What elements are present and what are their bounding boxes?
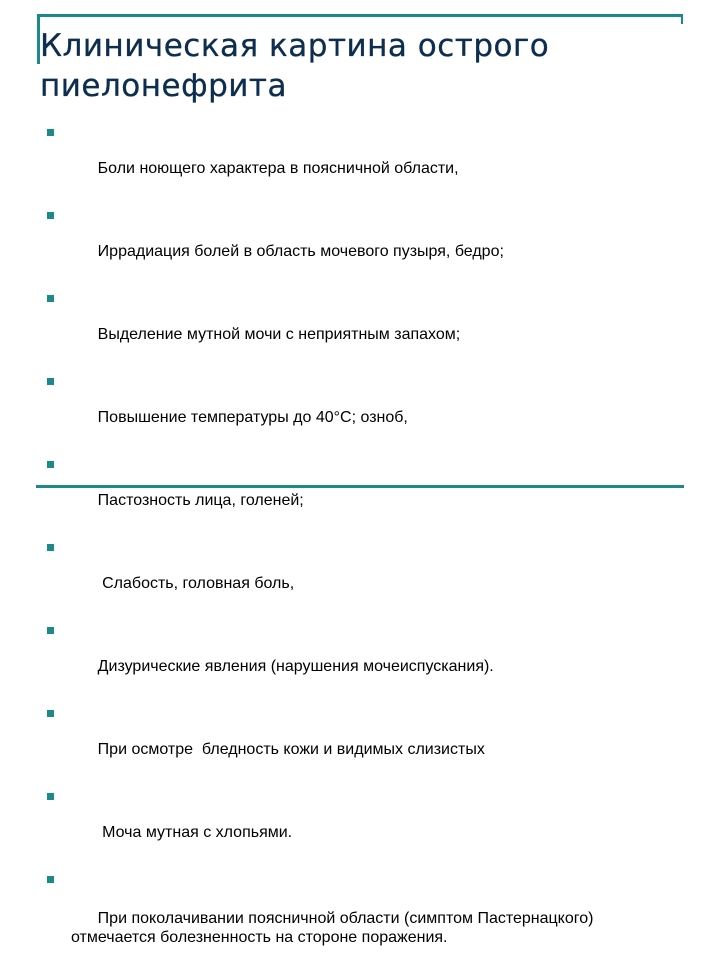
bullet-list <box>47 124 647 977</box>
bullet-item <box>47 705 647 777</box>
right-border-tick <box>681 14 683 24</box>
bullet-item <box>47 788 647 860</box>
bullet-item <box>47 539 647 611</box>
bullet-marker-icon <box>47 627 54 634</box>
bullet-marker-icon <box>47 378 54 385</box>
bullet-text: Моча мутная с хлопьями. <box>97 824 293 841</box>
bullet-marker-icon <box>47 544 54 551</box>
bullet-item <box>47 871 647 966</box>
bullet-text: При осмотре бледность кожи и видимых слизистых <box>97 741 485 758</box>
bullet-item <box>47 290 647 362</box>
slide-title-line-1: Клиническая картина острого <box>40 28 550 64</box>
bullet-text: Дизурические явления (нарушения мочеиспускания). <box>97 658 494 675</box>
bullet-text: Боли ноющего характера в поясничной области, <box>97 160 459 177</box>
bullet-text: Слабость, головная боль, <box>97 575 295 592</box>
bullet-marker-icon <box>47 876 54 883</box>
bullet-item <box>47 124 647 196</box>
bullet-marker-icon <box>47 212 54 219</box>
slide-title-line-2: пиелонефрита <box>40 68 287 104</box>
bullet-text: Повышение температуры до 40°С; озноб, <box>97 409 408 426</box>
bullet-text: Выделение мутной мочи с неприятным запахом; <box>97 326 461 343</box>
slide-title <box>40 26 680 106</box>
bullet-item <box>47 207 647 279</box>
bullet-item <box>47 622 647 694</box>
bullet-text: Пастозность лица, голеней; <box>97 492 304 509</box>
bottom-border-line <box>36 485 684 488</box>
bullet-item <box>47 373 647 445</box>
bullet-text: При поколачивании поясничной области (симптом Пастернацкого) отмечается болезненность на стороне поражения. <box>71 910 598 946</box>
bullet-marker-icon <box>47 129 54 136</box>
bullet-marker-icon <box>47 710 54 717</box>
bullet-marker-icon <box>47 461 54 468</box>
bullet-marker-icon <box>47 295 54 302</box>
top-border-line <box>37 14 683 17</box>
bullet-marker-icon <box>47 793 54 800</box>
bullet-text: Иррадиация болей в область мочевого пузыря, бедро; <box>97 243 504 260</box>
bullet-item <box>47 456 647 528</box>
